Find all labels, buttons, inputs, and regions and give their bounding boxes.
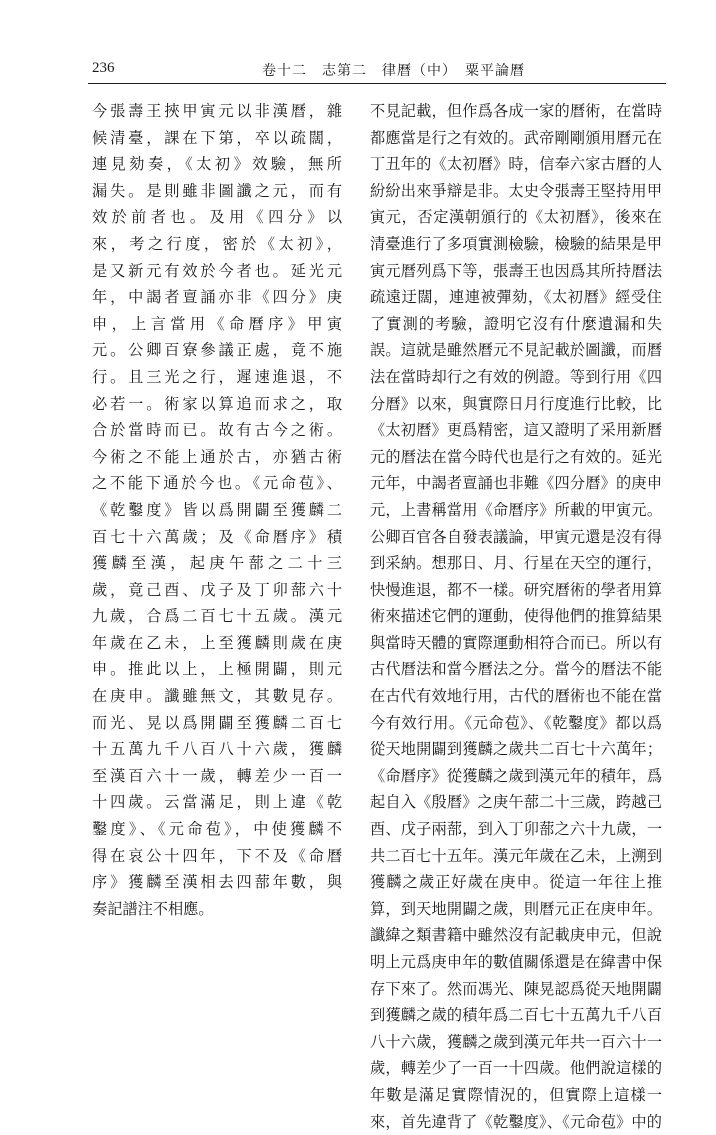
right-line: 歲，轉差少了一百一十四歲。他們說這樣的 (370, 1059, 662, 1078)
left-line: 效於前者也。及用《四分》以 (92, 208, 342, 227)
right-line: 八十六歲，獲麟之歲到漢元年共一百六十一 (370, 1032, 662, 1051)
left-line: 序》獲麟至漢相去四蔀年數，與 (92, 873, 342, 892)
right-line: 算，到天地開闢之歲，則曆元正在庚申年。 (370, 899, 662, 918)
right-line: 與當時天體的實際運動相符合而已。所以有 (370, 633, 662, 652)
left-line: 十四歲。云當滿足，則上違《乾 (92, 793, 342, 812)
right-line: 快慢進退，都不一樣。研究曆術的學者用算 (370, 580, 662, 599)
left-line: 候清臺，課在下第，卒以疏闊， (92, 128, 342, 147)
right-line: 來，首先違背了《乾鑿度》、《元命苞》中的 (370, 1112, 662, 1131)
right-line: 《命曆序》從獲麟之歲到漢元年的積年，爲 (370, 766, 662, 785)
left-line: 《乾鑿度》皆以爲開闢至獲麟二 (92, 500, 342, 519)
left-line: 九歲，合爲二百七十五歲。漢元 (92, 607, 342, 626)
left-line: 行。且三光之行，遲速進退，不 (92, 367, 342, 386)
left-line: 漏失。是則雖非圖讖之元，而有 (92, 181, 342, 200)
left-line: 連見劾奏，《太初》效驗，無所 (92, 155, 342, 174)
left-line: 年，中謁者亶誦亦非《四分》庚 (92, 288, 342, 307)
right-line: 紛紛出來爭辯是非。太史令張壽王堅持用甲 (370, 181, 662, 200)
right-line: 疏遠迂闊，連連被彈劾，《太初曆》經受住 (370, 288, 662, 307)
left-line: 元。公卿百寮參議正處，竟不施 (92, 341, 342, 360)
right-line: 獲麟之歲正好歲在庚申。從這一年往上推 (370, 873, 662, 892)
right-line: 起自入《殷曆》之庚午蔀二十三歲，跨越己 (370, 793, 662, 812)
right-line: 誤。這就是雖然曆元不見記載於圖讖，而曆 (370, 341, 662, 360)
left-line: 十五萬九千八百八十六歲，獲麟 (92, 740, 342, 759)
left-line: 至漢百六十一歲，轉差少一百一 (92, 766, 342, 785)
left-line: 在庚申。讖雖無文，其數見存。 (92, 687, 342, 706)
right-line: 從天地開闢到獲麟之歲共二百七十六萬年； (370, 740, 662, 759)
left-line: 必若一。術家以算追而求之，取 (92, 394, 342, 413)
right-line: 都應當是行之有效的。武帝剛剛頒用曆元在 (370, 128, 662, 147)
left-line: 百七十六萬歲；及《命曆序》積 (92, 527, 342, 546)
right-line: 酉、戊子兩蔀，到入丁卯蔀之六十九歲，一 (370, 820, 662, 839)
right-line: 寅元，否定漢朝頒行的《太初曆》，後來在 (370, 208, 662, 227)
left-line: 奏記譜注不相應。 (92, 899, 214, 918)
left-line: 歲，竟己酉、戊子及丁卯蔀六十 (92, 580, 342, 599)
right-line: 到獲麟之歲的積年爲二百七十五萬九千八百 (370, 1006, 662, 1025)
right-line: 法在當時却行之有效的例證。等到行用《四 (370, 367, 662, 386)
left-line: 申。推此以上，上極開闢，則元 (92, 660, 342, 679)
right-line: 讖緯之類書籍中雖然沒有記載庚申元，但說 (370, 926, 662, 945)
right-line: 年數是滿足實際情況的，但實際上這樣一 (370, 1085, 662, 1104)
right-line: 存下來了。然而馮光、陳晃認爲從天地開闢 (370, 979, 662, 998)
left-line: 鑿度》、《元命苞》，中使獲麟不 (92, 820, 342, 839)
right-line: 共二百七十五年。漢元年歲在乙未，上溯到 (370, 846, 662, 865)
left-line: 是又新元有效於今者也。延光元 (92, 261, 342, 280)
running-head: 卷十二 志第二 律曆（中） 粟平論曆 (262, 63, 525, 79)
page-number: 236 (92, 60, 115, 76)
right-line: 不見記載，但作爲各成一家的曆術，在當時 (370, 102, 662, 120)
right-line: 元年，中謁者亶誦也非難《四分曆》的庚申 (370, 474, 662, 493)
right-line: 今有效行用。《元命苞》、《乾鑿度》都以爲 (370, 713, 662, 732)
right-line: 清臺進行了多項實測檢驗，檢驗的結果是甲 (370, 234, 662, 253)
left-line: 之不能下通於今也。《元命苞》、 (92, 474, 342, 493)
left-line: 獲麟至漢，起庚午蔀之二十三 (92, 554, 342, 573)
right-line: 古代曆法和當今曆法之分。當今的曆法不能 (370, 660, 662, 679)
left-column-original-text (92, 98, 342, 922)
left-line: 今張壽王挾甲寅元以非漢曆，雜 (92, 102, 342, 120)
right-line: 元，上書稱當用《命曆序》所載的甲寅元。 (370, 500, 662, 519)
right-line: 寅元曆列爲下等，張壽王也因爲其所持曆法 (370, 261, 662, 280)
right-line: 了實測的考驗，證明它沒有什麼遺漏和失 (370, 314, 662, 333)
right-line: 公卿百官各自發表議論，甲寅元還是沒有得 (370, 527, 662, 546)
left-line: 年歲在乙未，上至獲麟則歲在庚 (92, 633, 342, 652)
left-line: 今術之不能上通於古，亦猶古術 (92, 447, 342, 466)
left-line: 而光、晃以爲開闢至獲麟二百七 (92, 713, 342, 732)
right-line: 《太初曆》更爲精密，這又證明了采用新曆 (370, 421, 662, 440)
left-line: 合於當時而已。故有古今之術。 (92, 421, 342, 440)
right-line: 分曆》以來，與實際日月行度進行比較，比 (370, 394, 662, 413)
left-line: 申，上言當用《命曆序》甲寅 (92, 314, 342, 333)
right-column-translation (370, 98, 662, 1135)
right-line: 丁丑年的《太初曆》時，信奉六家古曆的人 (370, 155, 662, 174)
right-line: 術來描述它們的運動，使得他們的推算結果 (370, 607, 662, 626)
right-line: 明上元爲庚申年的數值關係還是在緯書中保 (370, 953, 662, 971)
right-line: 在古代有效地行用，古代的曆術也不能在當 (370, 687, 662, 706)
right-line: 到采納。想那日、月、行星在天空的運行， (370, 554, 662, 573)
left-line: 來，考之行度，密於《太初》， (92, 234, 342, 253)
right-line: 元的曆法在當今時代也是行之有效的。延光 (370, 447, 662, 466)
left-line: 得在哀公十四年，下不及《命曆 (92, 846, 342, 865)
header-rule (88, 83, 666, 84)
